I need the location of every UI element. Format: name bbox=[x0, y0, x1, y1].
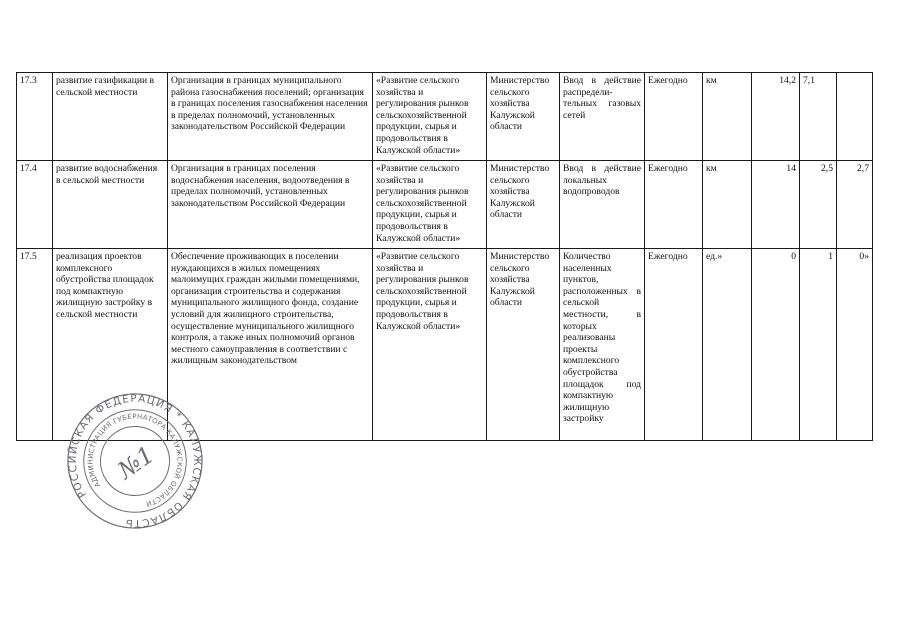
activity-name: реализация проектов комплексного обустройства площадок под компактную жилищную застройку в сельской местности bbox=[53, 249, 168, 441]
powers-cell: Организация в границах муниципального района газоснабжения поселений; организация в границах поселения газоснабжения населения в пределах полномочий, установленных законодательством Российской Федерации bbox=[168, 73, 373, 161]
indicator-cell: Количество населенных пунктов, расположенных в сельской местности, в которых реализованы проекты комплексного обустройства площадок под компактную жилищную застройку bbox=[560, 249, 645, 441]
value-3: 0» bbox=[837, 249, 873, 441]
svg-text:АДМИНИСТРАЦИЯ ГУБЕРНАТОРА КАЛУ: АДМИНИСТРАЦИЯ ГУБЕРНАТОРА КАЛУЖСКОЙ ОБЛАСТИ bbox=[86, 412, 184, 508]
svg-text:№1: №1 bbox=[112, 440, 160, 485]
unit-cell: км bbox=[703, 73, 752, 161]
ministry-cell: Министерство сельского хозяйства Калужской области bbox=[487, 73, 560, 161]
svg-text:РОССИЙСКАЯ ФЕДЕРАЦИЯ * КАЛУЖСК: РОССИЙСКАЯ ФЕДЕРАЦИЯ * КАЛУЖСКАЯ ОБЛАСТЬ bbox=[66, 392, 204, 530]
value-1: 14 bbox=[752, 161, 800, 249]
activity-name: развитие газификации в сельской местности bbox=[53, 73, 168, 161]
official-seal-stamp bbox=[66, 392, 204, 530]
table-body bbox=[17, 73, 873, 441]
program-cell: «Развитие сельского хозяйства и регулирования рынков сельскохозяйственной продукции, сырья и продовольствия в Калужской области» bbox=[373, 161, 487, 249]
ministry-cell: Министерство сельского хозяйства Калужской области bbox=[487, 249, 560, 441]
table-row bbox=[17, 73, 873, 161]
indicator-cell: Ввод в действие распредели-тельных газовых сетей bbox=[560, 73, 645, 161]
ministry-cell: Министерство сельского хозяйства Калужской области bbox=[487, 161, 560, 249]
value-2: 2,5 bbox=[800, 161, 837, 249]
period-cell: Ежегодно bbox=[645, 161, 703, 249]
row-number: 17.4 bbox=[17, 161, 53, 249]
program-cell: «Развитие сельского хозяйства и регулирования рынков сельскохозяйственной продукции, сырья и продовольствия в Калужской области» bbox=[373, 249, 487, 441]
value-3: 2,7 bbox=[837, 161, 873, 249]
value-2: 7,1 bbox=[800, 73, 837, 161]
unit-cell: км bbox=[703, 161, 752, 249]
value-2: 1 bbox=[800, 249, 837, 441]
powers-cell: Обеспечение проживающих в поселении нуждающихся в жилых помещениях малоимущих граждан жилыми помещениями, организация строительства и содержания муниципального жилищного фонда, создание условий для жилищного строительства, осуществление муниципального жилищного контроля, а также иных полномочий органов местного самоуправления в соответствии с жилищным законодательством bbox=[168, 249, 373, 441]
value-1: 14,2 bbox=[752, 73, 800, 161]
period-cell: Ежегодно bbox=[645, 249, 703, 441]
powers-cell: Организация в границах поселения водоснабжения населения, водоотведения в пределах полномочий, установленных законодательством Российской Федерации bbox=[168, 161, 373, 249]
row-number: 17.5 bbox=[17, 249, 53, 441]
activity-name: развитие водоснабжения в сельской местности bbox=[53, 161, 168, 249]
program-cell: «Развитие сельского хозяйства и регулирования рынков сельскохозяйственной продукции, сырья и продовольствия в Калужской области» bbox=[373, 73, 487, 161]
value-1: 0 bbox=[752, 249, 800, 441]
unit-cell: ед.» bbox=[703, 249, 752, 441]
indicator-cell: Ввод в действие локальных водопроводов bbox=[560, 161, 645, 249]
table-row bbox=[17, 161, 873, 249]
row-number: 17.3 bbox=[17, 73, 53, 161]
value-3 bbox=[837, 73, 873, 161]
data-table bbox=[16, 72, 873, 441]
period-cell: Ежегодно bbox=[645, 73, 703, 161]
